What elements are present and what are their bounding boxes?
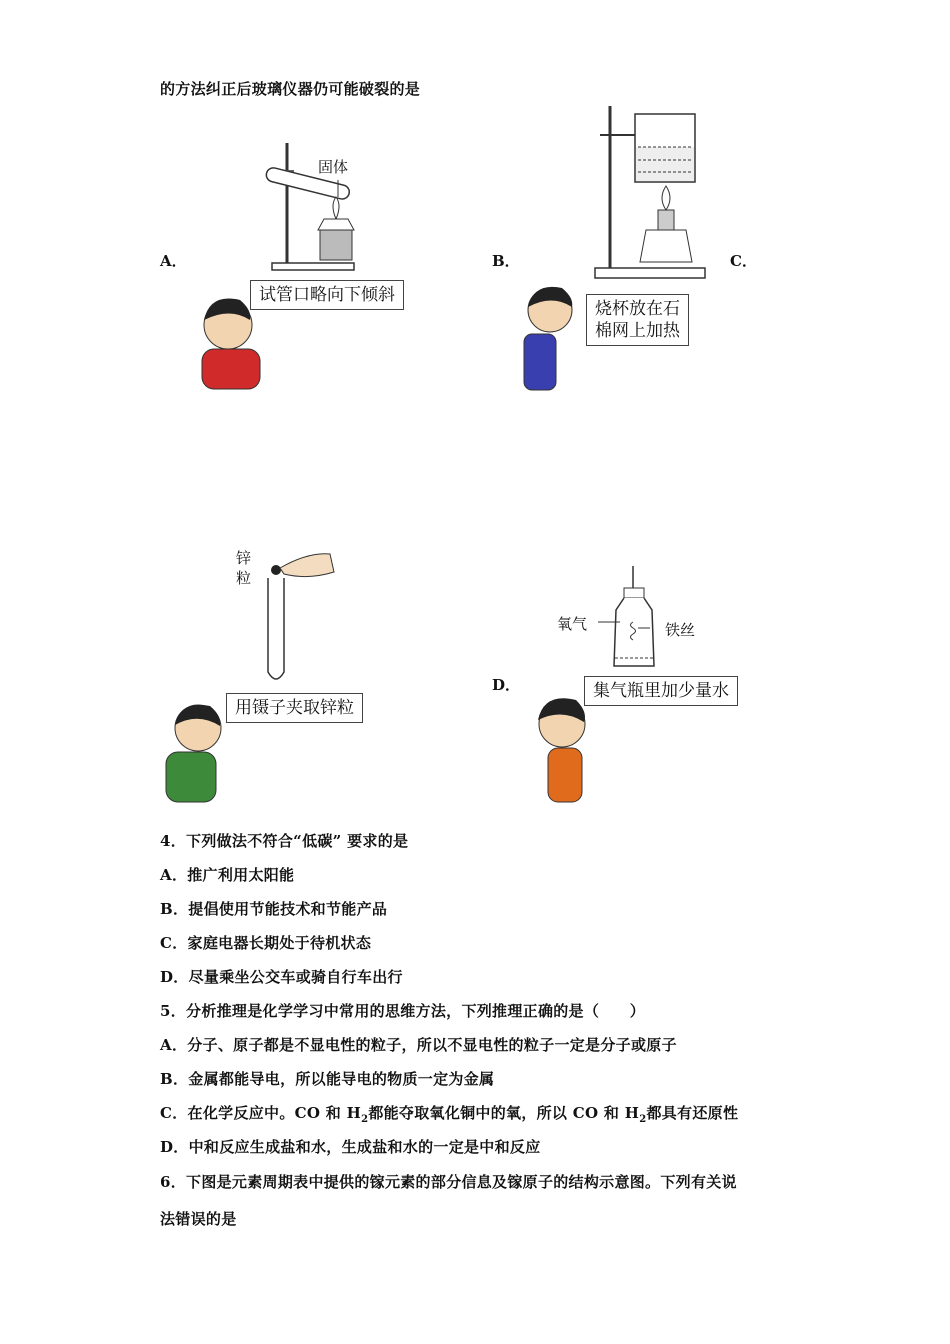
q5-option-c-part3: 都具有还原性 [646, 1104, 739, 1122]
figure-d-speech-bubble: 集气瓶里加少量水 [584, 676, 738, 706]
figure-b-beaker-heating [520, 102, 720, 397]
q4-option-b: B．提倡使用节能技术和节能产品 [160, 900, 388, 918]
q4-option-c: C．家庭电器长期处于待机状态 [160, 934, 372, 952]
q6-stem-line1: 6．下图是元素周期表中提供的镓元素的部分信息及镓原子的结构示意图。下列有关说 [160, 1173, 737, 1191]
q5-stem: 5．分析推理是化学学习中常用的思维方法，下列推理正确的是（ ） [160, 1002, 646, 1020]
q5-option-c-sub1: 2 [361, 1114, 369, 1125]
figure-b-speech-bubble [586, 294, 689, 346]
q5-option-c-sub2: 2 [639, 1114, 647, 1125]
figure-c-option: C． [730, 252, 757, 270]
q5-option-d: D．中和反应生成盐和水，生成盐和水的一定是中和反应 [160, 1138, 541, 1156]
intro-line: 的方法纠正后玻璃仪器仍可能破裂的是 [160, 80, 421, 98]
figure-c-label-zinc [236, 548, 251, 588]
figure-d-label-oxygen: 氧气 [557, 615, 588, 633]
q4-option-d: D．尽量乘坐公交车或骑自行车出行 [160, 968, 403, 986]
q5-option-c-part2: 都能夺取氧化铜中的氧，所以 CO 和 H [368, 1104, 640, 1122]
q4-stem: 4．下列做法不符合“低碳” 要求的是 [160, 832, 409, 850]
figure-a-label-solid: 固体 [318, 158, 349, 176]
figure-a-test-tube-heating [190, 135, 420, 400]
figure-a-speech-bubble: 试管口略向下倾斜 [250, 280, 404, 310]
figure-c-test-tube-zinc [158, 540, 358, 805]
q5-option-c [160, 1102, 738, 1125]
figure-b-option: B． [492, 252, 520, 270]
figure-c-label-line1: 锌 [236, 549, 252, 567]
figure-d-label-iron-wire: 铁丝 [665, 621, 696, 639]
figure-b-bubble-line1: 烧杯放在石 [595, 299, 680, 319]
figure-d-option: D． [492, 676, 521, 694]
q6-stem-line2: 法错误的是 [160, 1210, 237, 1228]
figure-c-label-line2: 粒 [236, 569, 252, 587]
q5-option-a: A．分子、原子都是不显电性的粒子，所以不显电性的粒子一定是分子或原子 [160, 1036, 677, 1054]
q4-option-a: A．推广利用太阳能 [160, 866, 295, 884]
q5-option-b: B．金属都能导电，所以能导电的物质一定为金属 [160, 1070, 495, 1088]
figure-b-bubble-line2: 棉网上加热 [595, 321, 680, 341]
figure-c-speech-bubble: 用镊子夹取锌粒 [226, 693, 363, 723]
q5-option-c-part1: C．在化学反应中。CO 和 H [160, 1104, 362, 1122]
figure-a-option: A． [160, 252, 187, 270]
